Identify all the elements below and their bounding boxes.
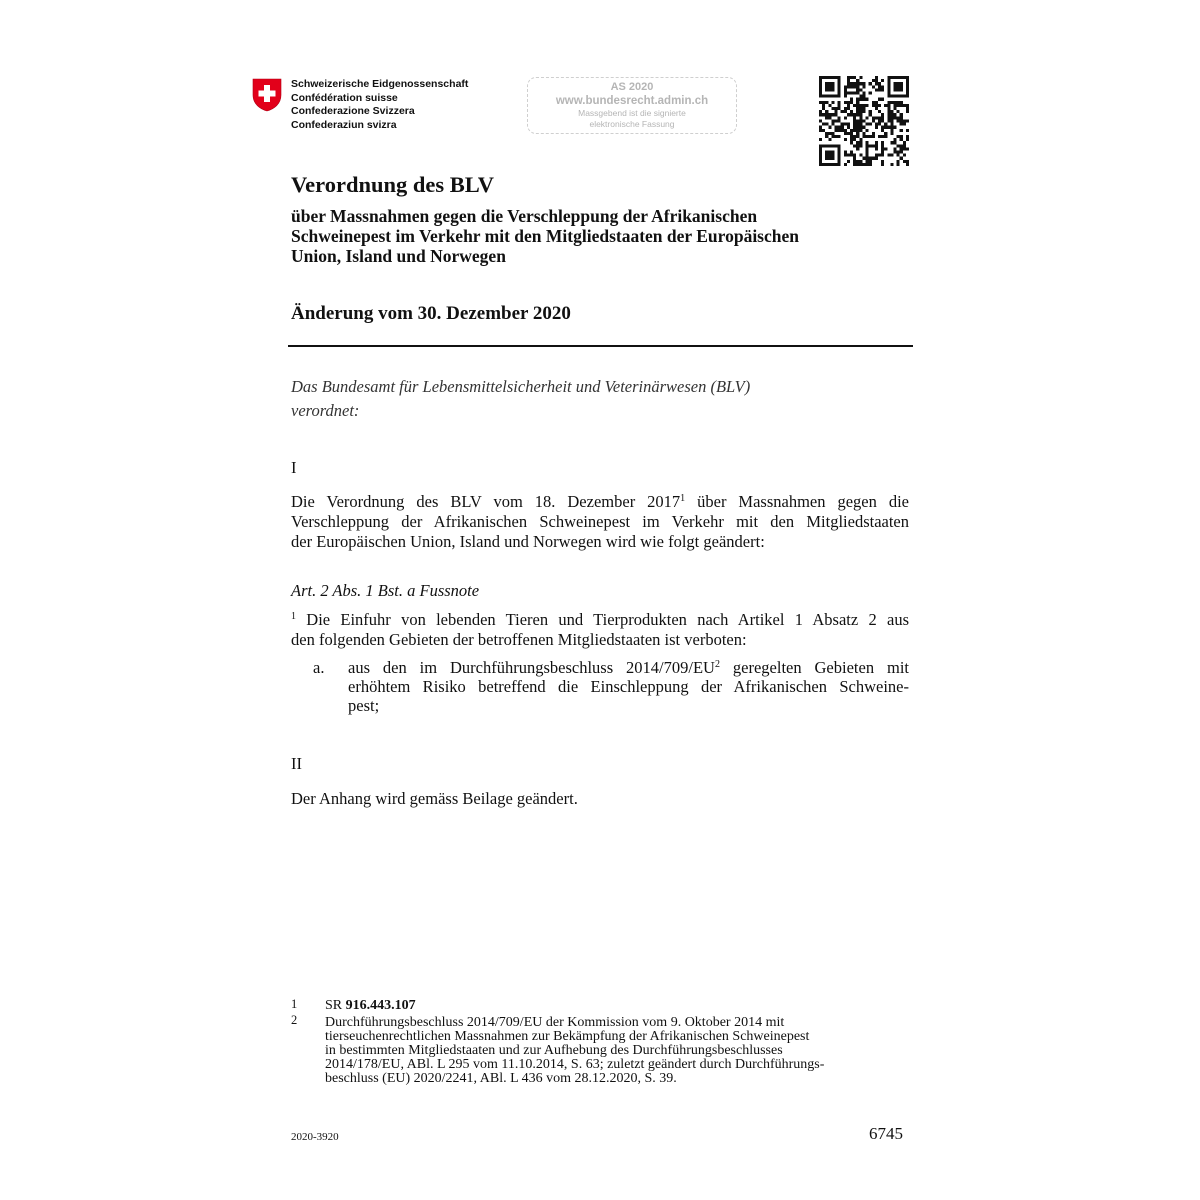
amendment-date: Änderung vom 30. Dezember 2020 <box>291 303 571 324</box>
stamp-note-line2: elektronische Fassung <box>589 118 675 129</box>
paragraph-line: der Europäischen Union, Island und Norwegen wird wie folgt geändert: <box>291 532 765 551</box>
section-1-paragraph <box>291 492 909 552</box>
footnote-line: in bestimmten Mitgliedstaaten und zur Aufhebung des Durchführungsbeschlusses <box>325 1043 783 1058</box>
subtitle-line: über Massnahmen gegen die Verschleppung der Afrikanischen <box>291 206 758 226</box>
paragraph-line: den folgenden Gebieten der betroffenen Mitgliedstaaten ist verboten: <box>291 630 747 649</box>
article-heading: Art. 2 Abs. 1 Bst. a Fussnote <box>291 581 480 600</box>
stamp-note-line1: Massgebend ist die signierte <box>578 108 686 118</box>
footnote-number-1: 1 <box>291 997 298 1011</box>
preamble-line: verordnet: <box>291 401 360 420</box>
official-collection-stamp <box>527 77 737 134</box>
confed-name-de: Schweizerische Eidgenossenschaft <box>291 78 469 90</box>
footnote-2 <box>325 1016 824 1086</box>
footnote-ref-2[interactable]: 2 <box>714 659 720 670</box>
list-item-text <box>348 658 909 715</box>
section-heading-2: II <box>291 754 302 773</box>
footnote-line: 2014/178/EU, ABl. L 295 vom 11.10.2014, S. 63; zuletzt geändert durch Durchführungs- <box>325 1057 825 1072</box>
preamble-line: Das Bundesamt für Lebensmittelsicherheit und Veterinärwesen (BLV) <box>291 377 751 396</box>
confed-name-rm: Confederaziun svizra <box>291 118 397 131</box>
page-number: 6745 <box>869 1124 903 1143</box>
title-divider <box>288 345 913 347</box>
text-run: über Massnahmen gegen die <box>685 492 909 511</box>
footnote-line: beschluss (EU) 2020/2241, ABl. L 436 vom 28.12.2020, S. 39. <box>325 1071 677 1086</box>
subtitle-line: Schweinepest im Verkehr mit den Mitgliedstaaten der Europäischen <box>291 226 799 246</box>
document-subtitle <box>291 206 911 266</box>
section-2-text: Der Anhang wird gemäss Beilage geändert. <box>291 789 578 808</box>
footnote-line: tierseuchenrechtlichen Massnahmen zur Bekämpfung der Afrikanischen Schweinepest <box>325 1029 810 1044</box>
list-line: erhöhtem Risiko betreffend die Einschleppung der Afrikanischen Schweine- <box>348 677 909 696</box>
text-run: geregelten Gebieten mit <box>719 658 909 677</box>
sr-number[interactable]: 916.443.107 <box>345 998 416 1013</box>
paragraph-line <box>291 492 909 512</box>
qr-modules <box>819 76 909 166</box>
article-paragraph <box>291 610 909 650</box>
footnote-number-2: 2 <box>291 1013 298 1027</box>
text-run: Die Verordnung des BLV vom 18. Dezember 2017 <box>291 492 681 511</box>
list-line: pest; <box>348 696 380 715</box>
confederation-names <box>291 78 468 132</box>
text-run: Die Einfuhr von lebenden Tieren und Tierprodukten nach Artikel 1 Absatz 2 aus <box>296 610 909 629</box>
list-line <box>348 658 909 677</box>
paragraph-number: 1 <box>291 611 296 622</box>
preamble <box>291 375 750 423</box>
section-heading-1: I <box>291 458 297 477</box>
footnote-line <box>325 999 416 1013</box>
subtitle-line: Union, Island und Norwegen <box>291 246 506 266</box>
swiss-cross-icon <box>252 78 282 112</box>
paragraph-line <box>291 610 909 630</box>
footnote-line: Durchführungsbeschluss 2014/709/EU der Kommission vom 9. Oktober 2014 mit <box>325 1015 785 1030</box>
text-run: aus den im Durchführungsbeschluss 2014/709/EU <box>348 658 715 677</box>
text-run: SR <box>325 998 346 1013</box>
footnote-ref-1[interactable]: 1 <box>680 493 686 504</box>
stamp-collection: AS 2020 <box>610 81 654 93</box>
stamp-website[interactable]: www.bundesrecht.admin.ch <box>555 95 709 107</box>
list-item-letter: a. <box>313 658 325 677</box>
document-title: Verordnung des BLV <box>291 172 494 197</box>
confed-name-fr: Confédération suisse <box>291 91 398 104</box>
qr-code-icon <box>819 76 909 166</box>
document-number: 2020-3920 <box>291 1131 339 1143</box>
confed-name-it: Confederazione Svizzera <box>291 105 415 117</box>
paragraph-line: Verschleppung der Afrikanischen Schweinepest im Verkehr mit den Mitgliedstaaten <box>291 512 909 531</box>
footnote-1 <box>325 999 416 1013</box>
